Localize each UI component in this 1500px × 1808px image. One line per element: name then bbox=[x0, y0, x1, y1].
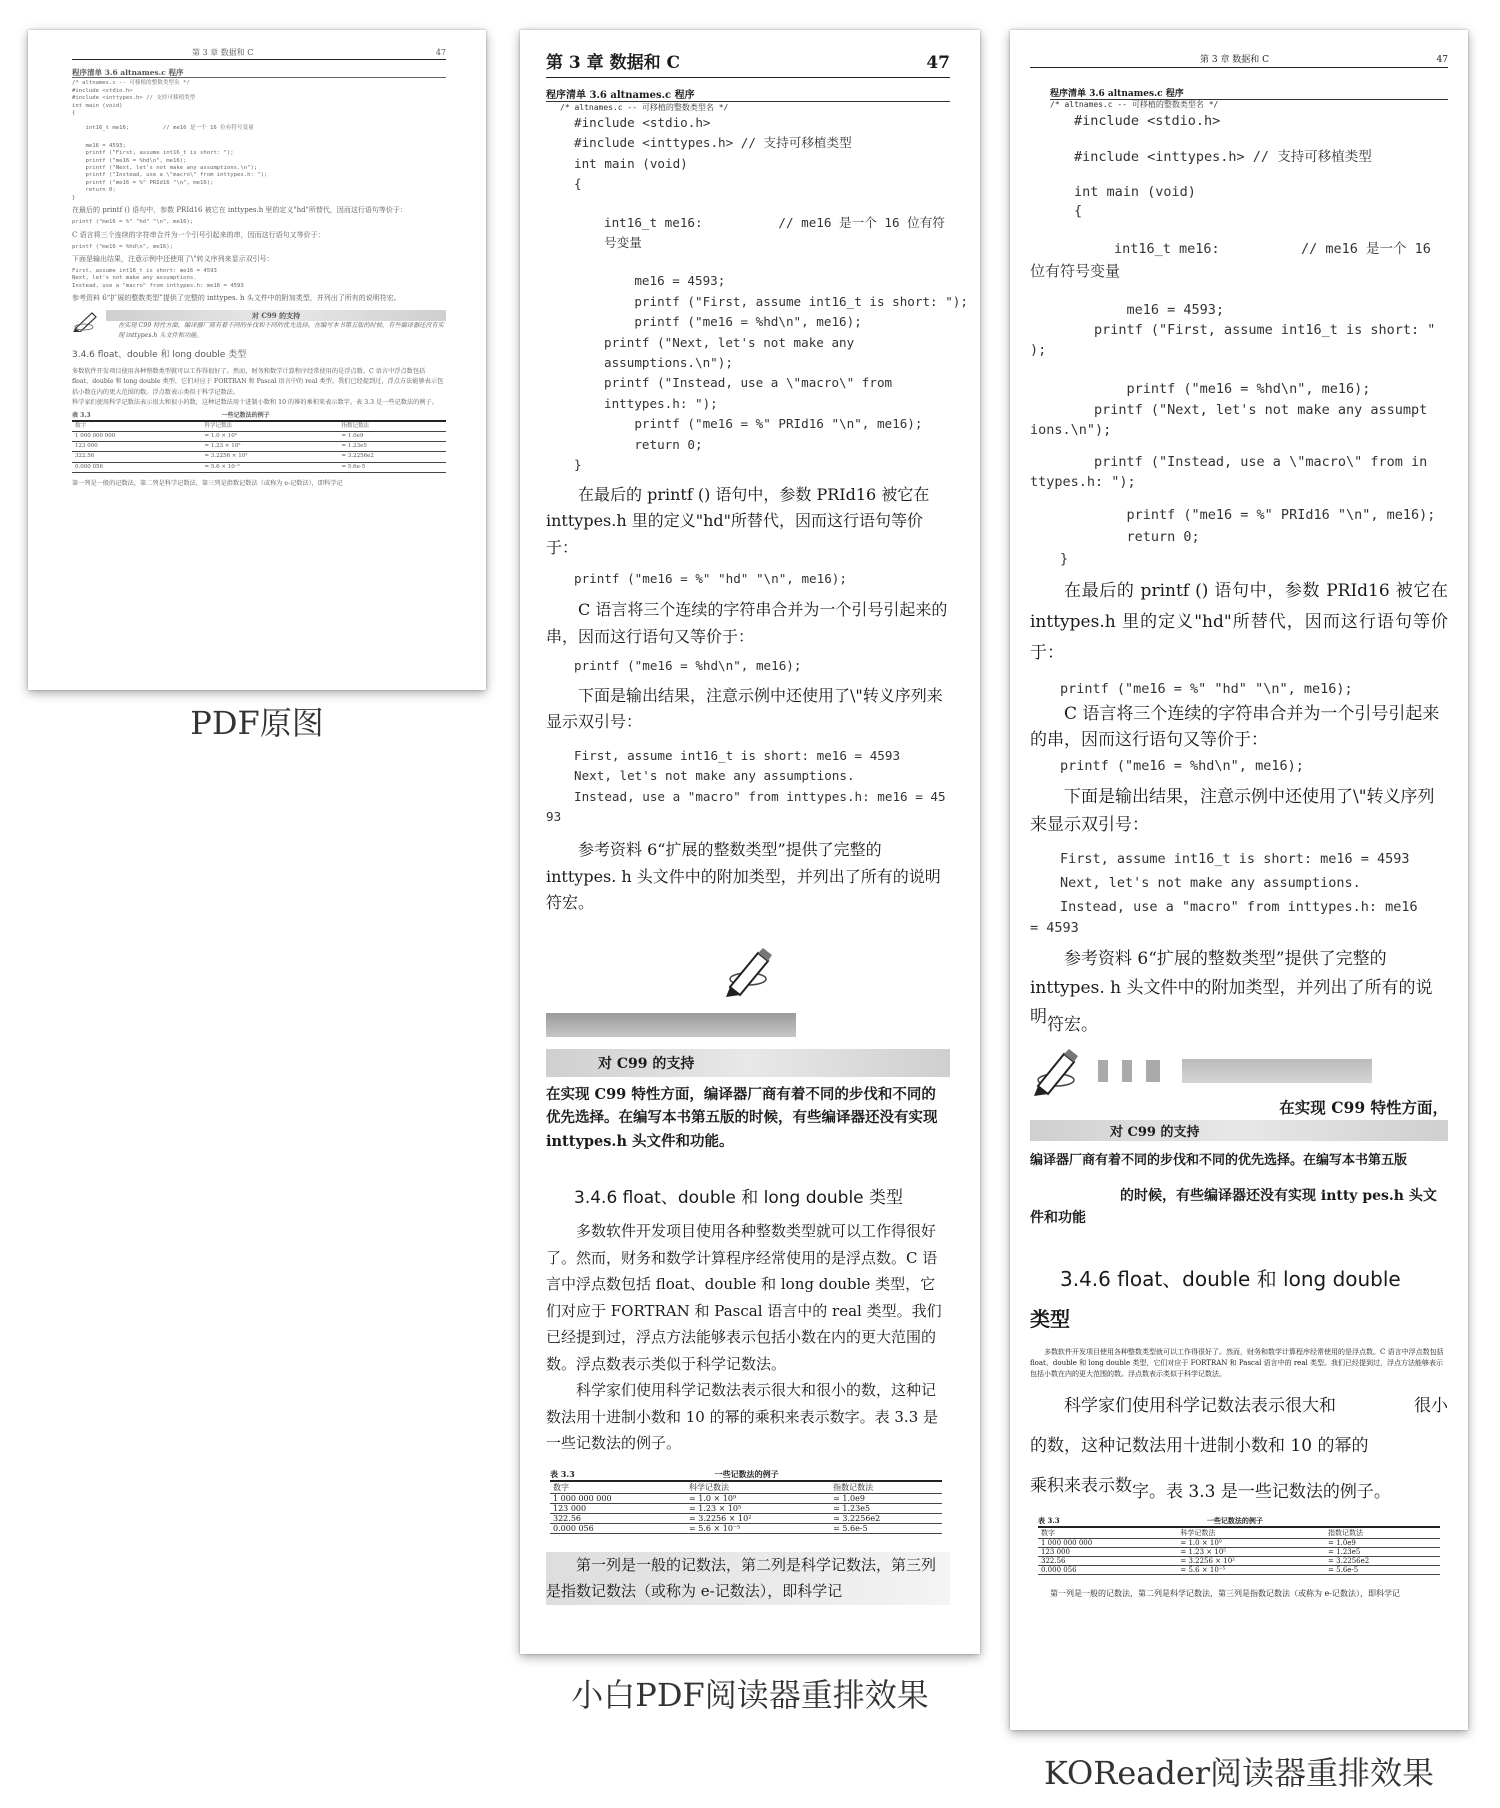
code-line: me16 = 4593; bbox=[72, 142, 126, 149]
code-line: printf ("me16 = %" PRId16 "\n", me16); bbox=[604, 416, 923, 432]
table-cell: = 1.23 × 10⁵ bbox=[1177, 1548, 1325, 1557]
code-line: } bbox=[1060, 551, 1069, 567]
table-header: 数字 bbox=[1038, 1527, 1177, 1539]
table-cell: = 5.6e-5 bbox=[339, 462, 446, 472]
section-heading-part: 类型 bbox=[1030, 1307, 1070, 1331]
code-line: printf ("Instead, use a \"macro\" from bbox=[604, 375, 893, 391]
code-line: return 0; bbox=[72, 187, 116, 194]
table-cell: = 1.23e5 bbox=[339, 442, 446, 452]
paragraph-part: 的数，这种记数法用十进制小数和 10 的幂的 bbox=[1030, 1436, 1369, 1456]
table-header: 科学记数法 bbox=[202, 421, 339, 432]
table-cell: 1 000 000 000 bbox=[550, 1493, 686, 1503]
paragraph bbox=[1030, 1386, 1448, 1506]
page-header bbox=[72, 48, 446, 60]
output-line: Instead, use a "macro" from inttypes.h: me16 bbox=[1060, 899, 1418, 915]
tip-text-part: 在实现 C99 特性方面， bbox=[1279, 1098, 1448, 1117]
code-line: printf ("Next, let's not make any bbox=[604, 334, 855, 350]
code-equiv: printf ("me16 = %" "hd" "\n", me16); bbox=[574, 571, 847, 586]
code-line: return 0; bbox=[1094, 529, 1200, 545]
pencil-icon bbox=[718, 939, 778, 999]
program-output bbox=[1030, 847, 1448, 937]
code-line: int16_t me16: // me16 是一个 16 bbox=[1114, 241, 1431, 257]
table-header: 数字 bbox=[550, 1481, 686, 1494]
table-cell: = 3.2256 × 10² bbox=[1177, 1557, 1325, 1566]
output-line: First, assume int16_t is short: me16 = 4593 bbox=[574, 747, 901, 763]
tip-band bbox=[546, 1013, 796, 1037]
table-row bbox=[1038, 1566, 1440, 1575]
table-title: 一些记数法的例子 bbox=[221, 411, 270, 419]
code-line: printf ("Instead, use a \"macro\" from inttypes.h: "); bbox=[72, 172, 268, 179]
output-line: = 4593 bbox=[1030, 920, 1079, 936]
tip-box bbox=[546, 939, 950, 1154]
code-equiv: printf ("me16 = %" "hd" "\n", me16); bbox=[1060, 681, 1353, 697]
table-cell: 0.000 056 bbox=[1038, 1566, 1177, 1575]
code-comment: /* altnames.c -- 可移植的整数类型名 */ bbox=[72, 80, 190, 87]
code-line: me16 = 4593; bbox=[604, 273, 726, 289]
section-heading: 3.4.6 float、double 和 long double 类型 bbox=[72, 350, 247, 361]
table-cell: 0.000 056 bbox=[72, 462, 202, 472]
code-line: #include <inttypes.h> // 支持可移植类型 bbox=[72, 95, 196, 102]
code-comment: // me16 是一个 16 bbox=[1300, 241, 1431, 257]
code-comment: /* altnames.c -- 可移植的整数类型名 */ bbox=[560, 103, 729, 112]
code-equiv: printf ("me16 = %hd\n", me16); bbox=[574, 658, 802, 674]
table-row bbox=[72, 452, 446, 462]
code-line: 号变量 bbox=[604, 235, 642, 251]
table-header: 数字 bbox=[72, 421, 202, 432]
output-line: Next, let's not make any assumptions. bbox=[1060, 875, 1361, 891]
listing-title: 程序清单 3.6 altnames.c 程序 bbox=[546, 86, 950, 102]
pencil-icon bbox=[72, 310, 98, 332]
paragraph: 第一列是一般的记数法，第二列是科学记数法，第三列是指数记数法（或称为 e-记数法），即科学记 bbox=[546, 1552, 950, 1605]
tip-text: 在实现 C99 特性方面，编译器厂商有着不同的步伐和不同的优先选择。在编写本书第五版的时候，有些编译器还没有实现 inttypes.h 头文件和功能。 bbox=[118, 322, 444, 340]
table-cell: = 1.0e9 bbox=[830, 1493, 942, 1503]
tip-title: 对 C99 的支持 bbox=[546, 1049, 950, 1077]
table-cell: = 1.23e5 bbox=[1325, 1548, 1440, 1557]
code-line: ttypes.h: "); bbox=[1030, 474, 1136, 490]
code-comment: // me16 是一个 16 位有符 bbox=[778, 214, 945, 230]
table-row bbox=[72, 462, 446, 472]
paragraph-part: 科学家们使用科学记数法表示很大和 bbox=[1064, 1396, 1336, 1416]
code-line: printf ("me16 = %" PRId16 "\n", me16); bbox=[72, 179, 214, 186]
table-cell: 123 000 bbox=[550, 1503, 686, 1513]
paragraph: 第一列是一般的记数法，第二列是科学记数法，第三列是指数记数法（或称为 e-记数法），即科学记 bbox=[1050, 1589, 1400, 1598]
table-cell: = 3.2256 × 10² bbox=[686, 1513, 830, 1523]
tip-box bbox=[1030, 1046, 1448, 1229]
table-cell: 1 000 000 000 bbox=[1038, 1539, 1177, 1548]
code-line: return 0; bbox=[604, 436, 703, 452]
table-cell: = 1.23 × 10⁵ bbox=[686, 1503, 830, 1513]
output-line: First, assume int16_t is short: me16 = 4593 bbox=[1060, 851, 1410, 867]
code-line: printf ("Next, let's not make any assumpt bbox=[1094, 402, 1428, 418]
code-line: #include <stdio.h> bbox=[574, 115, 711, 130]
output-line: Next, let's not make any assumptions. bbox=[574, 768, 855, 784]
output-line: 93 bbox=[546, 809, 562, 825]
code-line: printf ("me16 = %hd\n", me16); bbox=[1094, 381, 1371, 397]
code-line: me16 = 4593; bbox=[1094, 302, 1225, 318]
table-cell: = 1.0e9 bbox=[339, 431, 446, 441]
code-line: { bbox=[1074, 203, 1083, 219]
table-cell: = 3.2256 × 10² bbox=[202, 452, 339, 462]
output-line: First, assume int16_t is short: me16 = 4593 bbox=[72, 267, 217, 274]
section-heading-part: 3.4.6 float、double 和 long double bbox=[1060, 1267, 1401, 1291]
table-cell: = 5.6e-5 bbox=[1325, 1566, 1440, 1575]
table-cell: = 5.6e-5 bbox=[830, 1523, 942, 1533]
paragraph: 科学家们使用科学记数法表示很大和很小的数，这种记数法用十进制小数和 10 的幂的乘积来表示数字。表 3.3 是一些记数法的例子。 bbox=[546, 1381, 939, 1453]
code-line: #include <inttypes.h> // 支持可移植类型 bbox=[574, 135, 852, 151]
table-header: 科学记数法 bbox=[1177, 1527, 1325, 1539]
paragraph: 多数软件开发项目使用各种整数类型就可以工作得很好了。然而，财务和数学计算程序经常使用的是浮点数。C 语言中浮点数包括 float、double 和 long double 类型，它们对应于 FORTRAN 和 Pascal 语言中的 real 类型。我们已经提到过，浮点方法能够表示包括小数在内的更大范围的数。浮点数表示类似于科学记数法。 bbox=[72, 367, 444, 396]
page-number: 47 bbox=[435, 48, 446, 57]
page-number: 47 bbox=[926, 53, 950, 73]
table-cell: = 5.6 × 10⁻⁵ bbox=[1177, 1566, 1325, 1575]
code-listing bbox=[1030, 100, 1448, 570]
page-header bbox=[1030, 52, 1448, 68]
table-cell: 322.56 bbox=[550, 1513, 686, 1523]
caption-xiaobai: 小白PDF阅读器重排效果 bbox=[571, 1676, 929, 1714]
code-line: printf ("First, assume int16_t is short: "); bbox=[604, 293, 968, 309]
caption-koreader: KOReader阅读器重排效果 bbox=[1043, 1754, 1435, 1792]
paragraph-part: 符宏。 bbox=[1047, 1015, 1098, 1035]
table-row bbox=[1038, 1539, 1440, 1548]
tip-title: 对 C99 的支持 bbox=[1030, 1120, 1448, 1141]
table-label: 表 3.3 bbox=[72, 411, 91, 419]
output-line: Instead, use a "macro" from inttypes.h: me16 = 45 bbox=[574, 788, 946, 804]
paragraph: C 语言将三个连续的字符串合并为一个引号引起来的串，因而这行语句又等价于： bbox=[1030, 704, 1440, 750]
code-line: { bbox=[72, 110, 76, 117]
code-line: #include <inttypes.h> // 支持可移植类型 bbox=[1074, 149, 1372, 165]
tip-box bbox=[72, 310, 446, 341]
table-header: 指数记数法 bbox=[1325, 1527, 1440, 1539]
table-row bbox=[550, 1523, 942, 1533]
table-label: 表 3.3 bbox=[1038, 1516, 1060, 1525]
table-row bbox=[550, 1513, 942, 1523]
koreader-reflow-page bbox=[1010, 30, 1468, 1730]
table-cell: = 1.23e5 bbox=[830, 1503, 942, 1513]
code-line: ); bbox=[1030, 342, 1047, 358]
paragraph: C 语言将三个连续的字符串合并为一个引号引起来的串，因而这行语句又等价于： bbox=[72, 230, 325, 239]
table-cell: = 1.0 × 10⁹ bbox=[1177, 1539, 1325, 1548]
code-line: printf ("First, assume int16_t is short: "); bbox=[72, 150, 234, 157]
table-row bbox=[72, 431, 446, 441]
table-row bbox=[550, 1503, 942, 1513]
code-line: int main (void) bbox=[574, 155, 688, 171]
code-listing bbox=[72, 80, 446, 202]
code-line: } bbox=[574, 457, 582, 473]
paragraph-part: 字。表 3.3 是一些记数法的例子。 bbox=[1132, 1482, 1391, 1502]
code-line: inttypes.h: "); bbox=[604, 395, 718, 411]
code-line: #include <stdio.h> bbox=[72, 87, 133, 94]
table-cell: = 3.2256e2 bbox=[830, 1513, 942, 1523]
table-cell: 322.56 bbox=[72, 452, 202, 462]
table-title: 一些记数法的例子 bbox=[1206, 1516, 1263, 1525]
code-line: int main (void) bbox=[1074, 184, 1196, 200]
code-line: #include <stdio.h> bbox=[1074, 113, 1221, 129]
table-cell: = 1.0e9 bbox=[1325, 1539, 1440, 1548]
table-3-3 bbox=[1038, 1516, 1440, 1575]
pencil-icon bbox=[1030, 1046, 1086, 1096]
code-line: printf ("me16 = %" PRId16 "\n", me16); bbox=[1094, 507, 1436, 523]
section-heading: 3.4.6 float、double 和 long double 类型 bbox=[574, 1188, 904, 1209]
table-3-3 bbox=[72, 411, 446, 473]
code-line: printf ("First, assume int16_t is short: " bbox=[1094, 322, 1436, 338]
table-cell: = 1.0 × 10⁹ bbox=[686, 1493, 830, 1503]
tip-text-part: 的时候，有些编译器还没有实现 intty pes.h 头文件和功能 bbox=[1030, 1188, 1437, 1226]
paragraph: 参考资料 6“扩展的整数类型”提供了完整的 inttypes. h 头文件中的附加类型，并列出了所有的说明符宏。 bbox=[72, 294, 401, 303]
paragraph: 下面是输出结果，注意示例中还使用了\"转义序列来显示双引号： bbox=[1030, 787, 1435, 835]
output-line: Instead, use a "macro" from inttypes.h: me16 = 4593 bbox=[72, 282, 244, 289]
table-header: 指数记数法 bbox=[830, 1481, 942, 1494]
table-row bbox=[1038, 1548, 1440, 1557]
table-cell: 1 000 000 000 bbox=[72, 431, 202, 441]
code-equiv: printf ("me16 = %hd\n", me16); bbox=[72, 243, 174, 250]
paragraph: 参考资料 6“扩展的整数类型”提供了完整的 inttypes. h 头文件中的附加类型，并列出了所有的说明符宏。 bbox=[546, 840, 941, 913]
table-cell: 123 000 bbox=[72, 442, 202, 452]
paragraph bbox=[1030, 945, 1448, 1035]
paragraph: C 语言将三个连续的字符串合并为一个引号引起来的串，因而这行语句又等价于： bbox=[546, 600, 948, 646]
table-row bbox=[550, 1493, 942, 1503]
table-cell: = 1.0 × 10⁹ bbox=[202, 431, 339, 441]
table-header: 指数记数法 bbox=[339, 421, 446, 432]
paragraph: 科学家们使用科学记数法表示很大和很小的数，这种记数法用十进制小数和 10 的幂的乘积来表示数字。表 3.3 是一些记数法的例子。 bbox=[72, 399, 438, 407]
paragraph: 第一列是一般的记数法，第二列是科学记数法，第三列是指数记数法（或称为 e-记数法），即科学记 bbox=[72, 479, 343, 487]
paragraph: 多数软件开发项目使用各种整数类型就可以工作得很好了。然而，财务和数学计算程序经常使用的是浮点数。C 语言中浮点数包括 float、double 和 long double 类型，它们对应于 FORTRAN 和 Pascal 语言中的 real 类型。我们已经提到过，浮点方法能够表示包括小数在内的更大范围的数。浮点数表示类似于科学记数法。 bbox=[1030, 1348, 1444, 1378]
table-cell: 322.56 bbox=[1038, 1557, 1177, 1566]
table-cell: = 3.2256e2 bbox=[339, 452, 446, 462]
code-line: printf ("Instead, use a \"macro\" from in bbox=[1094, 454, 1428, 470]
chapter-header: 第 3 章 数据和 C bbox=[546, 53, 681, 73]
paragraph-part: 很小 bbox=[1414, 1396, 1448, 1416]
code-line: printf ("me16 = %hd\n", me16); bbox=[604, 314, 862, 330]
listing-title: 程序清单 3.6 altnames.c 程序 bbox=[72, 68, 446, 78]
chapter-header: 第 3 章 数据和 C bbox=[192, 48, 254, 57]
code-line: int main (void) bbox=[72, 102, 123, 109]
xiaobai-reflow-page bbox=[520, 30, 980, 1654]
paragraph: 在最后的 printf () 语句中，参数 PRId16 被它在 inttypes.h 里的定义"hd"所替代，因而这行语句等价于： bbox=[1030, 581, 1448, 663]
tip-text: 在实现 C99 特性方面，编译器厂商有着不同的步伐和不同的优先选择。在编写本书第五版的时候，有些编译器还没有实现 inttypes.h 头文件和功能。 bbox=[546, 1085, 938, 1150]
output-line: Next, let's not make any assumptions. bbox=[72, 275, 197, 282]
code-equiv: printf ("me16 = %hd\n", me16); bbox=[1060, 758, 1304, 774]
code-line: { bbox=[574, 176, 582, 192]
paragraph: 下面是输出结果，注意示例中还使用了\"转义序列来显示双引号： bbox=[72, 254, 274, 263]
listing-title: 程序清单 3.6 altnames.c 程序 bbox=[1050, 86, 1448, 100]
code-line: printf ("Next, let's not make any assumptions.\n"); bbox=[72, 165, 258, 172]
paragraph-part: 乘积来表示数 bbox=[1030, 1476, 1132, 1496]
paragraph: 在最后的 printf () 语句中，参数 PRId16 被它在 inttypes.h 里的定义"hd"所替代，因而这行语句等价于： bbox=[546, 484, 930, 557]
table-cell: 0.000 056 bbox=[550, 1523, 686, 1533]
program-output bbox=[546, 746, 950, 828]
table-cell: = 1.23 × 10⁵ bbox=[202, 442, 339, 452]
code-line: 位有符号变量 bbox=[1030, 262, 1121, 280]
table-row bbox=[1038, 1557, 1440, 1566]
caption-original: PDF原图 bbox=[190, 704, 324, 742]
code-line: ions.\n"); bbox=[1030, 422, 1112, 438]
page-header bbox=[546, 48, 950, 78]
table-title: 一些记数法的例子 bbox=[714, 1468, 779, 1479]
tip-text-part: 编译器厂商有着不同的步伐和不同的优先选择。在编写本书第五版 bbox=[1030, 1153, 1408, 1168]
tip-title: 对 C99 的支持 bbox=[106, 310, 446, 321]
table-cell: = 3.2256e2 bbox=[1325, 1557, 1440, 1566]
table-cell: 123 000 bbox=[1038, 1548, 1177, 1557]
code-line: printf ("me16 = %hd\n", me16); bbox=[72, 157, 187, 164]
table-3-3 bbox=[550, 1469, 942, 1534]
code-line: } bbox=[72, 194, 76, 201]
code-line: assumptions.\n"); bbox=[604, 355, 733, 371]
code-equiv: printf ("me16 = %" "hd" "\n", me16); bbox=[72, 219, 194, 226]
chapter-header: 第 3 章 数据和 C bbox=[1200, 55, 1270, 65]
paragraph: 下面是输出结果，注意示例中还使用了\"转义序列来显示双引号： bbox=[546, 685, 943, 732]
table-cell: = 5.6 × 10⁻⁵ bbox=[202, 462, 339, 472]
table-header: 科学记数法 bbox=[686, 1481, 830, 1494]
paragraph: 在最后的 printf () 语句中，参数 PRId16 被它在 inttypes.h 里的定义"hd"所替代，因而这行语句等价于： bbox=[72, 206, 407, 215]
table-label: 表 3.3 bbox=[550, 1468, 575, 1479]
table-cell: = 5.6 × 10⁻⁵ bbox=[686, 1523, 830, 1533]
tip-band bbox=[1098, 1059, 1372, 1083]
page-number: 47 bbox=[1436, 55, 1448, 65]
code-listing bbox=[546, 102, 968, 476]
program-output bbox=[72, 268, 446, 290]
paragraph-part: 参考资料 6“扩展的整数类型”提供了完整的 inttypes. h 头文件中的附加类型，并列出了所有的说明 bbox=[1030, 949, 1433, 1027]
code-line: int16_t me16: // me16 是一个 16 位有符 bbox=[604, 214, 945, 230]
code-comment: /* altnames.c -- 可移植的整数类型名 */ bbox=[1050, 100, 1219, 109]
table-row bbox=[72, 442, 446, 452]
paragraph: 多数软件开发项目使用各种整数类型就可以工作得很好了。然而，财务和数学计算程序经常使用的是浮点数。C 语言中浮点数包括 float、double 和 long double 类型，它们对应于 FORTRAN 和 Pascal 语言中的 real 类型。我们已经提到过，浮点方法能够表示包括小数在内的更大范围的数。浮点数表示类似于科学记数法。 bbox=[546, 1222, 942, 1373]
section-heading bbox=[1030, 1259, 1448, 1339]
original-pdf-page bbox=[28, 30, 486, 690]
code-line: int16_t me16; // me16 是一个 16 位有符号变量 bbox=[72, 125, 254, 132]
